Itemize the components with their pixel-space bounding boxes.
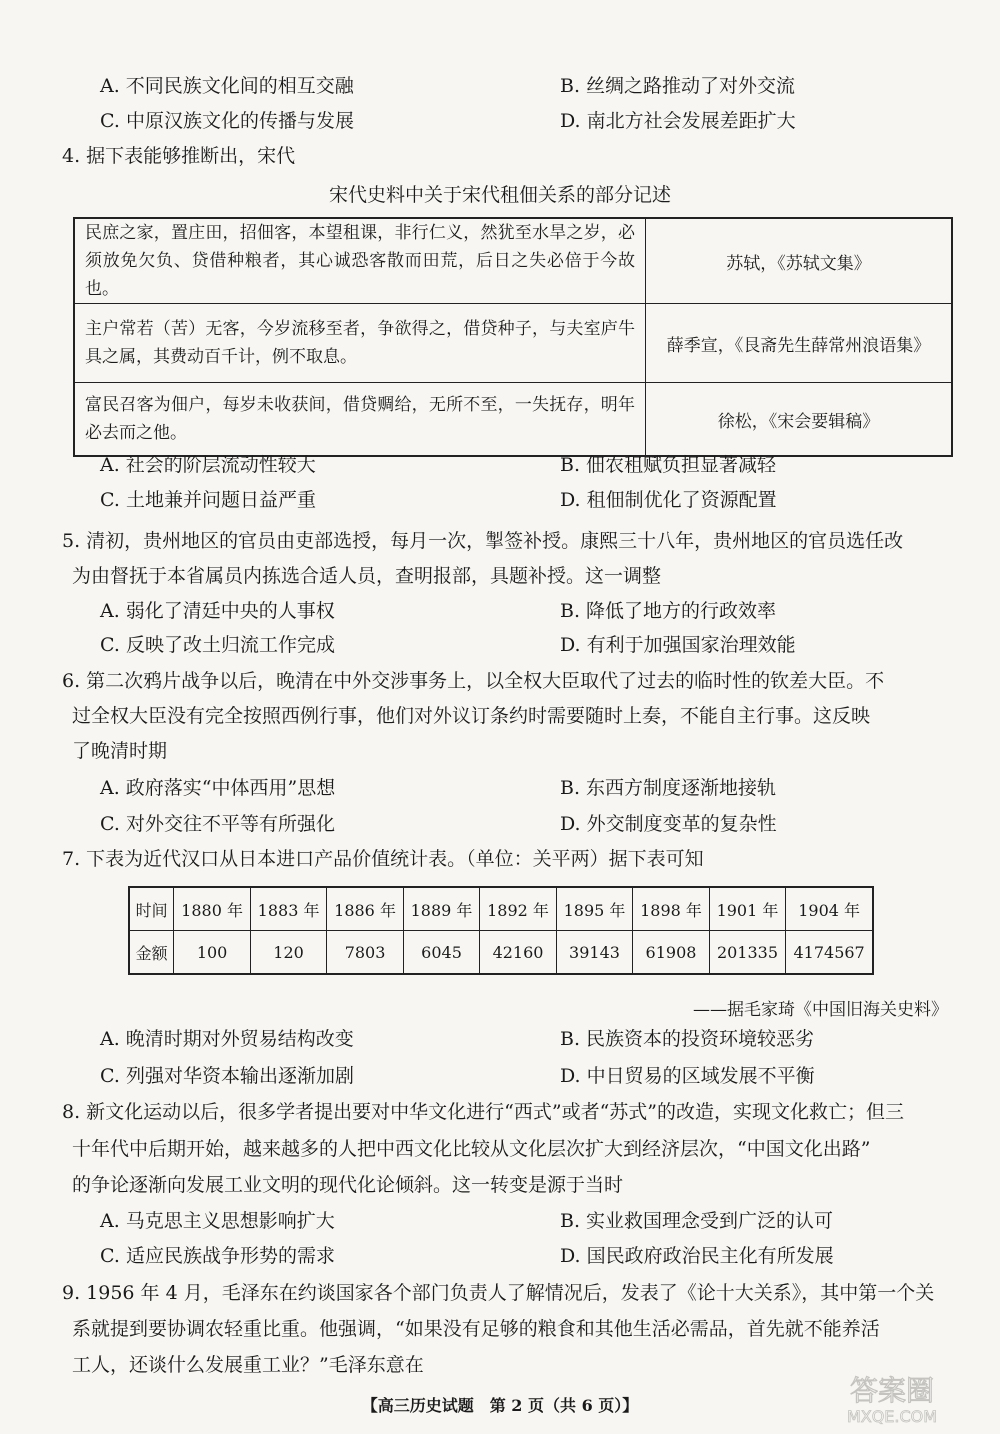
question-6-line: 过全权大臣没有完全按照西例行事，他们对外议订条约时需要随时上奏，不能自主行事。这反映 bbox=[72, 705, 871, 727]
table-cell: 7803 bbox=[327, 931, 403, 975]
table-header-cell: 1880 年 bbox=[174, 887, 250, 931]
table-header-cell: 1883 年 bbox=[250, 887, 326, 931]
option-b: B. 丝绸之路推动了对外交流 bbox=[560, 75, 796, 97]
watermark-en: MXQE.COM bbox=[846, 1407, 938, 1426]
option-b: B. 佃农租赋负担显著减轻 bbox=[560, 454, 777, 476]
option-c: C. 中原汉族文化的传播与发展 bbox=[100, 110, 354, 132]
question-9-line: 9. 1956 年 4 月，毛泽东在约谈国家各个部门负责人了解情况后，发表了《论十大关系》，其中第一个关 bbox=[62, 1282, 935, 1304]
table-row bbox=[129, 931, 873, 975]
table-row bbox=[74, 383, 952, 457]
option-c: C. 土地兼并问题日益严重 bbox=[100, 489, 316, 511]
option-d: D. 租佃制优化了资源配置 bbox=[560, 489, 777, 511]
table-cell-source: 苏轼，《苏轼文集》 bbox=[646, 218, 953, 304]
option-b: B. 实业救国理念受到广泛的认可 bbox=[560, 1210, 834, 1232]
table-cell-text: 主户常若（苦）无客，今岁流移至者，争欲得之，借贷种子，与夫室庐牛具之属，其费动百千计，例不取息。 bbox=[74, 304, 646, 383]
table-cell-source: 薛季宣，《艮斋先生薛常州浪语集》 bbox=[646, 304, 953, 383]
table-cell: 4174567 bbox=[786, 931, 873, 975]
table-header-cell: 1901 年 bbox=[709, 887, 785, 931]
option-b: B. 东西方制度逐渐地接轨 bbox=[560, 777, 777, 799]
option-b: B. 降低了地方的行政效率 bbox=[560, 600, 777, 622]
question-7-stem: 7. 下表为近代汉口从日本进口产品价值统计表。（单位：关平两）据下表可知 bbox=[62, 848, 704, 870]
table-header-cell: 1892 年 bbox=[480, 887, 556, 931]
option-a: A. 晚清时期对外贸易结构改变 bbox=[100, 1028, 354, 1050]
option-c: C. 列强对华资本输出逐渐加剧 bbox=[100, 1065, 354, 1087]
option-d: D. 中日贸易的区域发展不平衡 bbox=[560, 1065, 815, 1087]
table-row bbox=[74, 304, 952, 383]
option-d: D. 外交制度变革的复杂性 bbox=[560, 813, 777, 835]
question-9-line: 工人，还谈什么发展重工业？”毛泽东意在 bbox=[72, 1354, 424, 1376]
table-cell: 201335 bbox=[709, 931, 785, 975]
question-5-line: 为由督抚于本省属员内拣选合适人员，查明报部，具题补授。这一调整 bbox=[72, 565, 662, 587]
option-d: D. 有利于加强国家治理效能 bbox=[560, 634, 796, 656]
table-title: 宋代史料中关于宋代租佃关系的部分记述 bbox=[328, 184, 671, 206]
question-8-line: 的争论逐渐向发展工业文明的现代化论倾斜。这一转变是源于当时 bbox=[72, 1174, 624, 1196]
table-cell: 120 bbox=[250, 931, 326, 975]
question-6-line: 6. 第二次鸦片战争以后，晚清在中外交涉事务上，以全权大臣取代了过去的临时性的钦差大臣。不 bbox=[62, 670, 885, 692]
option-c: C. 对外交往不平等有所强化 bbox=[100, 813, 335, 835]
table-cell: 6045 bbox=[403, 931, 479, 975]
table-cell-text: 富民召客为佃户，每岁未收获间，借贷赒给，无所不至，一失抚存，明年必去而之他。 bbox=[74, 383, 646, 457]
question-5-line: 5. 清初，贵州地区的官员由吏部选授，每月一次，掣签补授。康熙三十八年，贵州地区的官员选任改 bbox=[62, 530, 904, 552]
table-cell: 100 bbox=[174, 931, 250, 975]
table-header-cell: 1904 年 bbox=[786, 887, 873, 931]
option-c: C. 适应民族战争形势的需求 bbox=[100, 1245, 335, 1267]
table-header-cell: 1889 年 bbox=[403, 887, 479, 931]
table-cell: 39143 bbox=[556, 931, 632, 975]
option-d: D. 国民政府政治民主化有所发展 bbox=[560, 1245, 834, 1267]
table-header-cell: 1886 年 bbox=[327, 887, 403, 931]
option-a: A. 弱化了清廷中央的人事权 bbox=[100, 600, 335, 622]
table-cell-text: 民庶之家，置庄田，招佃客，本望租课，非行仁义，然犹至水旱之岁，必须放免欠负、贷借种粮者，其心诚恐客散而田荒，后日之失必倍于今故也。 bbox=[74, 218, 646, 304]
tenancy-table bbox=[73, 217, 953, 457]
table-header-cell: 时间 bbox=[129, 887, 174, 931]
page-footer: 【高三历史试题 第 2 页（共 6 页）】 bbox=[361, 1396, 639, 1415]
question-8-line: 8. 新文化运动以后，很多学者提出要对中华文化进行“西式”或者“苏式”的改造，实现文化救亡；但三 bbox=[62, 1101, 905, 1123]
option-a: A. 政府落实“中体西用”思想 bbox=[100, 777, 336, 799]
option-a: A. 马克思主义思想影响扩大 bbox=[100, 1210, 335, 1232]
import-value-table bbox=[128, 886, 874, 975]
option-b: B. 民族资本的投资环境较恶劣 bbox=[560, 1028, 815, 1050]
question-9-line: 系就提到要协调农轻重比重。他强调，“如果没有足够的粮食和其他生活必需品，首先就不能养活 bbox=[72, 1318, 880, 1340]
table-cell: 42160 bbox=[480, 931, 556, 975]
table-row bbox=[74, 218, 952, 304]
watermark-cn: 答案圈 bbox=[849, 1374, 935, 1407]
table-cell-source: 徐松，《宋会要辑稿》 bbox=[646, 383, 953, 457]
option-a: A. 社会的阶层流动性较大 bbox=[100, 454, 316, 476]
table-header-cell: 1898 年 bbox=[633, 887, 709, 931]
question-4-stem: 4. 据下表能够推断出，宋代 bbox=[62, 145, 296, 167]
option-a: A. 不同民族文化间的相互交融 bbox=[100, 75, 354, 97]
table-cell: 金额 bbox=[129, 931, 174, 975]
watermark-logo-icon bbox=[822, 1368, 962, 1428]
table-header-cell: 1895 年 bbox=[556, 887, 632, 931]
table-row bbox=[129, 887, 873, 931]
option-c: C. 反映了改土归流工作完成 bbox=[100, 634, 335, 656]
table-source: ——据毛家琦《中国旧海关史料》 bbox=[693, 1000, 948, 1020]
table-cell: 61908 bbox=[633, 931, 709, 975]
question-8-line: 十年代中后期开始，越来越多的人把中西文化比较从文化层次扩大到经济层次，“中国文化出路” bbox=[72, 1138, 871, 1160]
option-d: D. 南北方社会发展差距扩大 bbox=[560, 110, 796, 132]
question-6-line: 了晚清时期 bbox=[72, 740, 168, 762]
